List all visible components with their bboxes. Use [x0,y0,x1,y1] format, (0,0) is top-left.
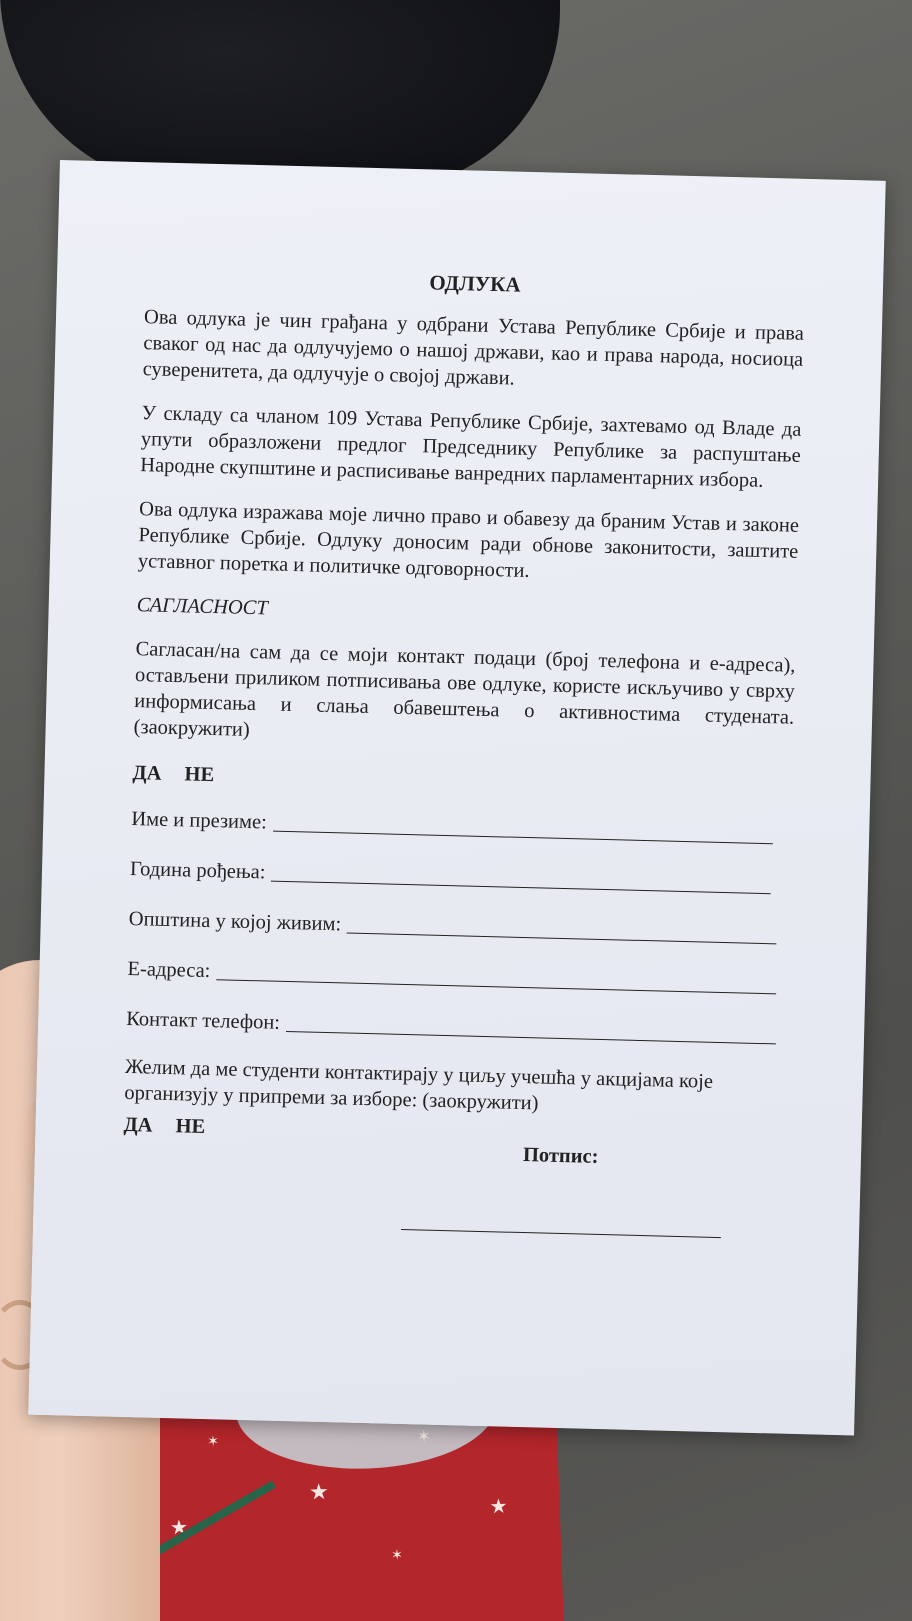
document-title: ОДЛУКА [429,270,521,297]
municipality-line[interactable] [347,933,777,945]
star-icon: ✶ [416,1426,431,1446]
phone-line[interactable] [286,1031,776,1044]
star-icon: ✶ [391,1547,404,1564]
form-content [123,262,805,1172]
star-icon: ★ [489,1493,508,1519]
signature-label: Потпис: [522,1144,599,1168]
star-icon: ✶ [206,1433,220,1451]
birth-year-line[interactable] [271,881,771,895]
phone-field[interactable] [126,1004,786,1049]
name-field[interactable] [131,804,791,849]
phone-label: Контакт телефон: [126,1007,281,1034]
no-option[interactable]: НЕ [175,1115,206,1138]
decision-form-paper [28,160,885,1435]
paragraph-1: Ова одлука је чин грађана у одбрани Устава Републике Србије и права сваког од нас да одлучујемо о нашој држави, као и права народа, носиоца суверенитета, да одлучује о својој држави. [142,306,805,390]
yes-option[interactable]: ДА [132,762,162,785]
paragraph-3: Ова одлука изражава моје лично право и обавезу да браним Устав и законе Републике Србије. Одлуку доносим ради обнове законитости, заштите уставног поретка и политичке одговорности. [137,498,800,583]
birth-year-field[interactable] [130,854,790,899]
signature-line[interactable] [401,1229,721,1238]
consent-options [132,760,792,803]
municipality-field[interactable] [128,904,788,949]
name-label: Име и презиме: [131,808,268,834]
consent-text: Сагласан/на сам да се моји контакт подаци (број телефона и е-адреса), остављени приликом потписивања ове одлуке, користе искључиво у сврху информисања и слања обавештења о активностима студената. (заокружити) [133,638,796,741]
paragraph-2: У складу са чланом 109 Устава Републике Србије, захтевамо од Владе да упути образложени предлог Председнику Републике за распуштање Народне скупштине и расписивање ванредних парламентарних избора. [140,402,802,492]
email-label: Е-адреса: [127,957,211,983]
municipality-label: Општина у којој живим: [128,907,342,936]
no-option[interactable]: НЕ [184,763,215,787]
email-field[interactable] [127,954,787,999]
email-line[interactable] [216,979,776,994]
name-line[interactable] [273,831,773,845]
contact-wish-text: Желим да ме студенти контактирају у циљу учешћа у акцијама које организују у припреми за изборе: (заокружити) [124,1055,714,1115]
consent-heading: САГЛАСНОСТ [136,594,269,620]
birth-year-label: Година рођења: [129,858,266,884]
star-icon: ★ [308,1479,330,1506]
star-icon: ★ [169,1514,189,1540]
yes-option[interactable]: ДА [123,1113,153,1137]
